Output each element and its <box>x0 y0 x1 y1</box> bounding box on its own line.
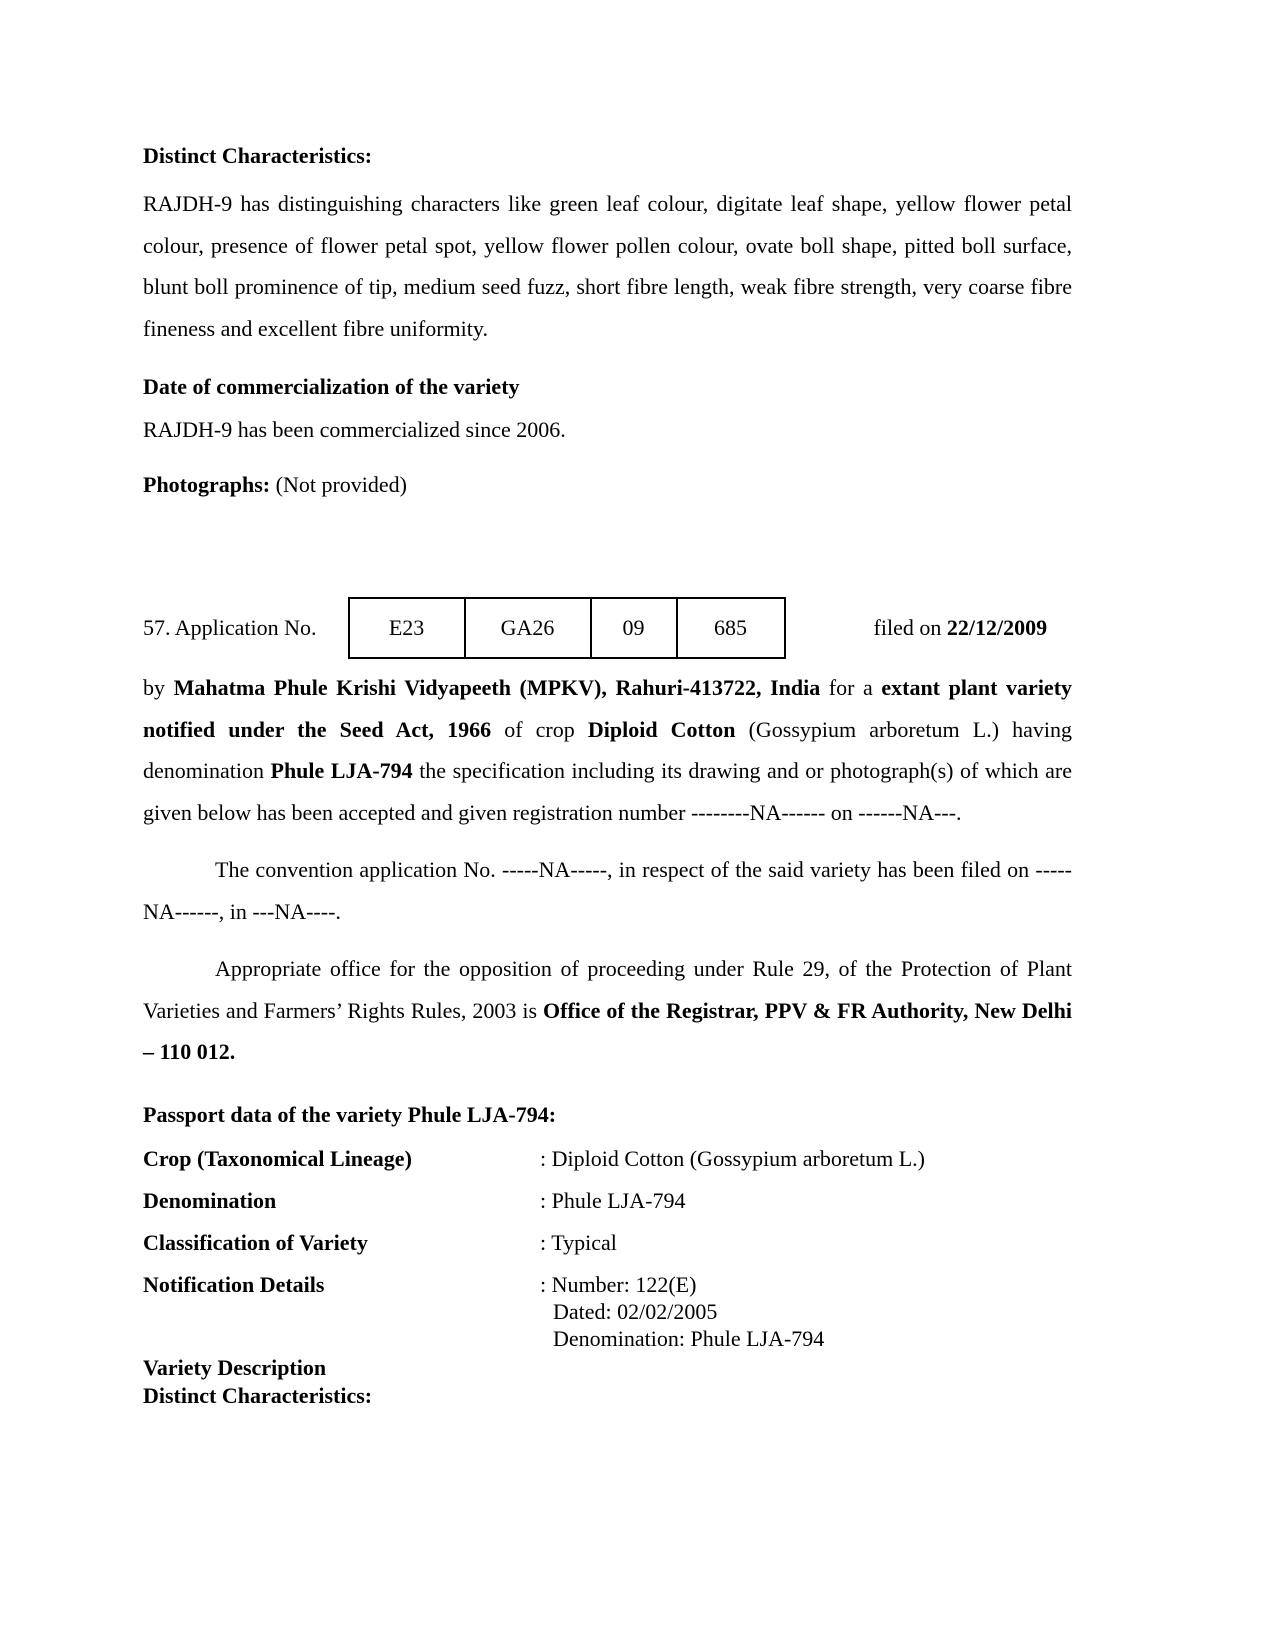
application-number-label: 57. Application No. <box>143 615 317 640</box>
section-distinct-characteristics <box>143 141 1072 349</box>
filed-on-text <box>874 615 1048 641</box>
passport-row-value: : Typical <box>540 1229 617 1255</box>
variety-description-heading: Variety Description <box>143 1354 327 1380</box>
passport-row-denomination <box>143 1187 1072 1214</box>
photographs-label: Photographs: <box>143 472 271 497</box>
convention-paragraph: The convention application No. -----NA-----, in respect of the said variety has been filed on -----NA------, in ---NA----. <box>143 857 1072 924</box>
passport-row-label: Denomination <box>143 1187 277 1213</box>
passport-row-notification <box>143 1271 1072 1352</box>
distinct-characteristics-heading-2: Distinct Characteristics: <box>143 1382 373 1408</box>
commercialization-text: RAJDH-9 has been commercialized since 2006. <box>143 417 566 442</box>
notification-denomination-line: Denomination: Phule LJA-794 <box>553 1325 825 1351</box>
notification-dated-line: Dated: 02/02/2005 <box>553 1298 718 1324</box>
passport-row-value <box>540 1271 1072 1352</box>
application-code-table <box>348 597 786 659</box>
document-content <box>143 141 1072 1410</box>
opposition-paragraph: Appropriate office for the opposition of proceeding under Rule 29, of the Protection of Plant Varieties and Farmers’ Rights Rules, 2003 is Office of the Registrar, PPV & FR Authority, New Delhi – 110 012. <box>143 956 1073 1064</box>
passport-row-value: : Diploid Cotton (Gossypium arboretum L.) <box>540 1145 925 1171</box>
filed-on-date: 22/12/2009 <box>946 615 1048 640</box>
section-passport-data <box>143 1100 1072 1352</box>
section-variety-description <box>143 1354 1072 1410</box>
distinct-characteristics-paragraph: RAJDH-9 has distinguishing characters like green leaf colour, digitate leaf shape, yellow flower petal colour, presence of flower petal spot, yellow flower pollen colour, ovate boll shape, pitted boll surface, blunt boll prominence of tip, medium seed fuzz, short fibre length, weak fibre strength, very coarse fibre fineness and excellent fibre uniformity. <box>143 191 1072 341</box>
commercialization-heading: Date of commercialization of the variety <box>143 374 520 399</box>
section-commercialization <box>143 372 1072 445</box>
photographs-value: (Not provided) <box>270 472 407 497</box>
application-code-cell: E23 <box>350 599 466 657</box>
application-code-cell: GA26 <box>466 599 592 657</box>
notification-number-line: : Number: 122(E) <box>540 1271 697 1297</box>
application-number-row <box>143 597 1072 659</box>
section-photographs <box>143 470 1072 500</box>
passport-data-heading: Passport data of the variety Phule LJA-794: <box>143 1101 557 1127</box>
application-code-cell: 685 <box>714 615 748 640</box>
passport-row-label: Notification Details <box>143 1271 325 1297</box>
passport-row-crop <box>143 1145 1072 1172</box>
passport-row-label: Classification of Variety <box>143 1229 368 1255</box>
distinct-characteristics-heading: Distinct Characteristics: <box>143 143 373 168</box>
passport-row-value: : Phule LJA-794 <box>540 1187 686 1213</box>
application-body-paragraph: by Mahatma Phule Krishi Vidyapeeth (MPKV), Rahuri-413722, India for a extant plant variety notified under the Seed Act, 1966 of crop Diploid Cotton (Gossypium arboretum L.) having denomination Phule LJA-794 the specification including its drawing and or photograph(s) of which are given below has been accepted and given registration number --------NA------ on ------NA---. <box>143 675 1073 825</box>
passport-row-label: Crop (Taxonomical Lineage) <box>143 1145 412 1171</box>
application-code-cell: 09 <box>592 599 678 657</box>
filed-on-label: filed on <box>873 615 947 640</box>
passport-row-classification <box>143 1229 1072 1256</box>
